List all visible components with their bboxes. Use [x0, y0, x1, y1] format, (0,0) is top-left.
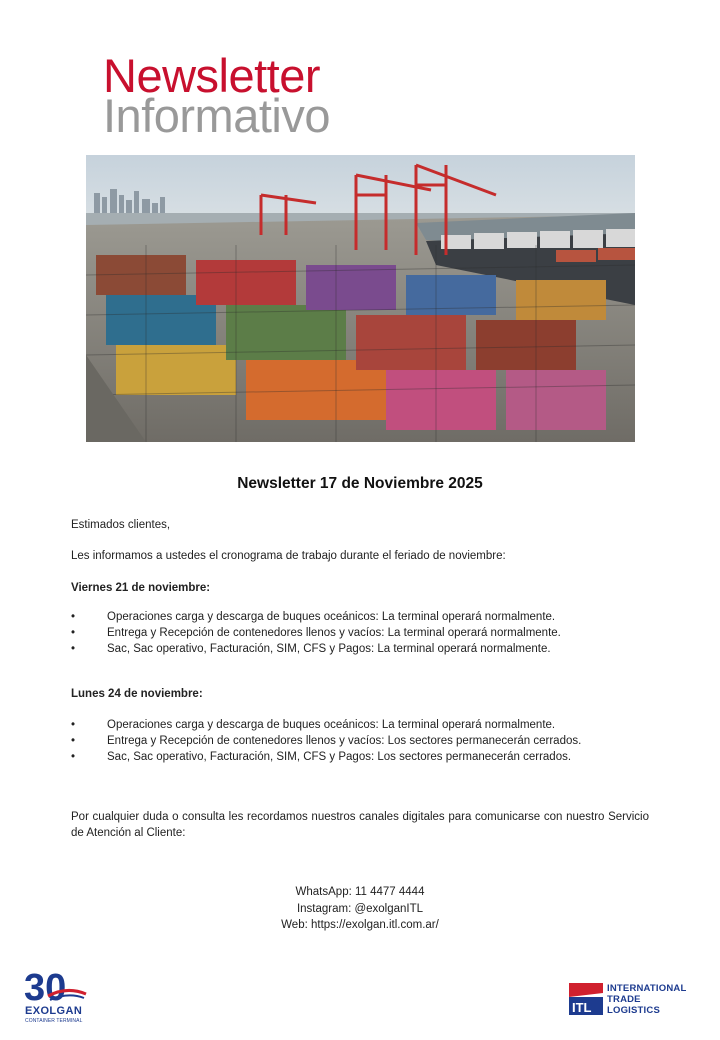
logo-subtitle: CONTAINER TERMINAL [25, 1018, 83, 1024]
closing-paragraph: Por cualquier duda o consulta les recordamos nuestros canales digitales para comunicarse con nuestro Servicio de Atención al Cliente: [71, 811, 649, 839]
newsletter-date-heading: Newsletter 17 de Noviembre 2025 [237, 475, 483, 492]
exolgan-30-logo [22, 966, 92, 1028]
logo-number: 30 [24, 967, 67, 1006]
list-item: • Operaciones carga y descarga de buques oceánicos: La terminal operará normalmente. [71, 611, 556, 623]
itl-wordmark: INTERNATIONAL TRADE LOGISTICS [607, 983, 687, 1016]
itl-logo [569, 981, 699, 1021]
list-item: • Entrega y Recepción de contenedores llenos y vacíos: La terminal operará normalmente. [71, 627, 561, 639]
hero-illustration [86, 155, 635, 442]
day-heading-viernes: Viernes 21 de noviembre: [71, 582, 211, 594]
list-item: • Entrega y Recepción de contenedores llenos y vacíos: Los sectores permanecerán cerrados. [71, 735, 582, 747]
whatsapp-contact: WhatsApp: 11 4477 4444 [295, 886, 425, 898]
itl-mark-icon [569, 981, 605, 1015]
title-newsletter: Newsletter [103, 49, 321, 102]
bullet-icon: • [71, 735, 76, 747]
bullet-icon: • [71, 643, 76, 655]
list-item: • Operaciones carga y descarga de buques oceánicos: La terminal operará normalmente. [71, 719, 556, 731]
port-container-terminal-photo [86, 155, 635, 442]
day-heading-lunes: Lunes 24 de noviembre: [71, 688, 203, 700]
bullet-icon: • [71, 627, 76, 639]
itl-mark-text: ITL [572, 1000, 592, 1015]
list-item: • Sac, Sac operativo, Facturación, SIM, CFS y Pagos: Los sectores permanecerán cerrados. [71, 751, 572, 763]
web-link[interactable]: Web: https://exolgan.itl.com.ar/ [281, 919, 439, 931]
greeting: Estimados clientes, [71, 519, 171, 531]
title-informativo: Informativo [103, 89, 330, 142]
intro-paragraph: Les informamos a ustedes el cronograma de trabajo durante el feriado de noviembre: [71, 550, 506, 562]
list-item: • Sac, Sac operativo, Facturación, SIM, CFS y Pagos: La terminal operará normalmente. [71, 643, 551, 655]
bullet-icon: • [71, 751, 76, 763]
contact-info [0, 884, 720, 934]
bullet-icon: • [71, 611, 76, 623]
schedule-list-lunes [71, 717, 671, 765]
bullet-icon: • [71, 719, 76, 731]
logo-name: EXOLGAN [25, 1005, 83, 1017]
schedule-list-viernes [71, 609, 671, 657]
anniversary-30-icon [22, 966, 92, 1006]
instagram-contact: Instagram: @exolganITL [296, 902, 424, 915]
